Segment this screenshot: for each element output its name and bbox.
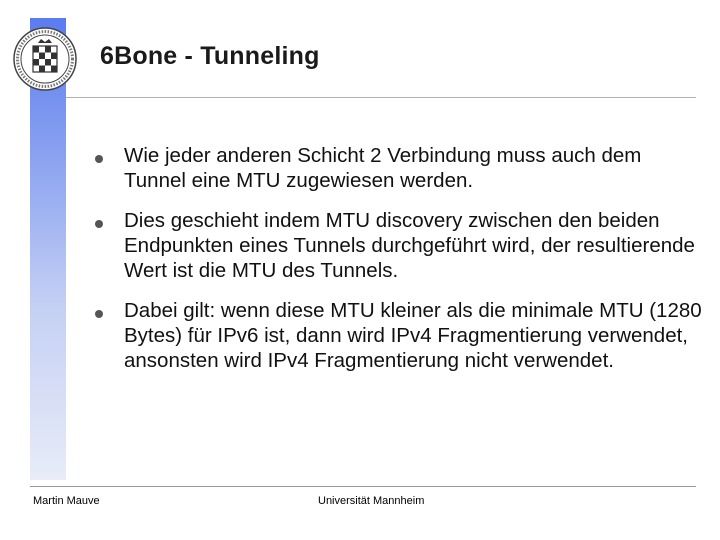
- bullet-text: Wie jeder anderen Schicht 2 Verbindung muss auch dem Tunnel eine MTU zugewiesen werden.: [124, 144, 642, 192]
- bullet-icon: [95, 220, 103, 228]
- footer-author: Martin Mauve: [33, 495, 100, 507]
- list-item: [95, 143, 705, 193]
- bullet-list: [95, 143, 705, 388]
- list-item: [95, 298, 705, 373]
- bullet-icon: [95, 310, 103, 318]
- bullet-text: Dabei gilt: wenn diese MTU kleiner als die minimale MTU (1280 Bytes) für IPv6 ist, dann wird IPv4 Fragmentierung verwendet, ansonsten wird IPv4 Fragmentierung nicht verwendet.: [124, 299, 702, 372]
- title-divider: [66, 97, 696, 98]
- bullet-icon: [95, 155, 103, 163]
- footer-divider: [30, 486, 696, 487]
- footer-institution: Universität Mannheim: [318, 495, 425, 507]
- bullet-text: Dies geschieht indem MTU discovery zwischen den beiden Endpunkten eines Tunnels durchgeführt wird, der resultierende Wert ist die MTU des Tunnels.: [124, 209, 695, 282]
- list-item: [95, 208, 705, 283]
- university-seal-icon: [12, 26, 78, 92]
- slide-title: 6Bone - Tunneling: [100, 42, 320, 70]
